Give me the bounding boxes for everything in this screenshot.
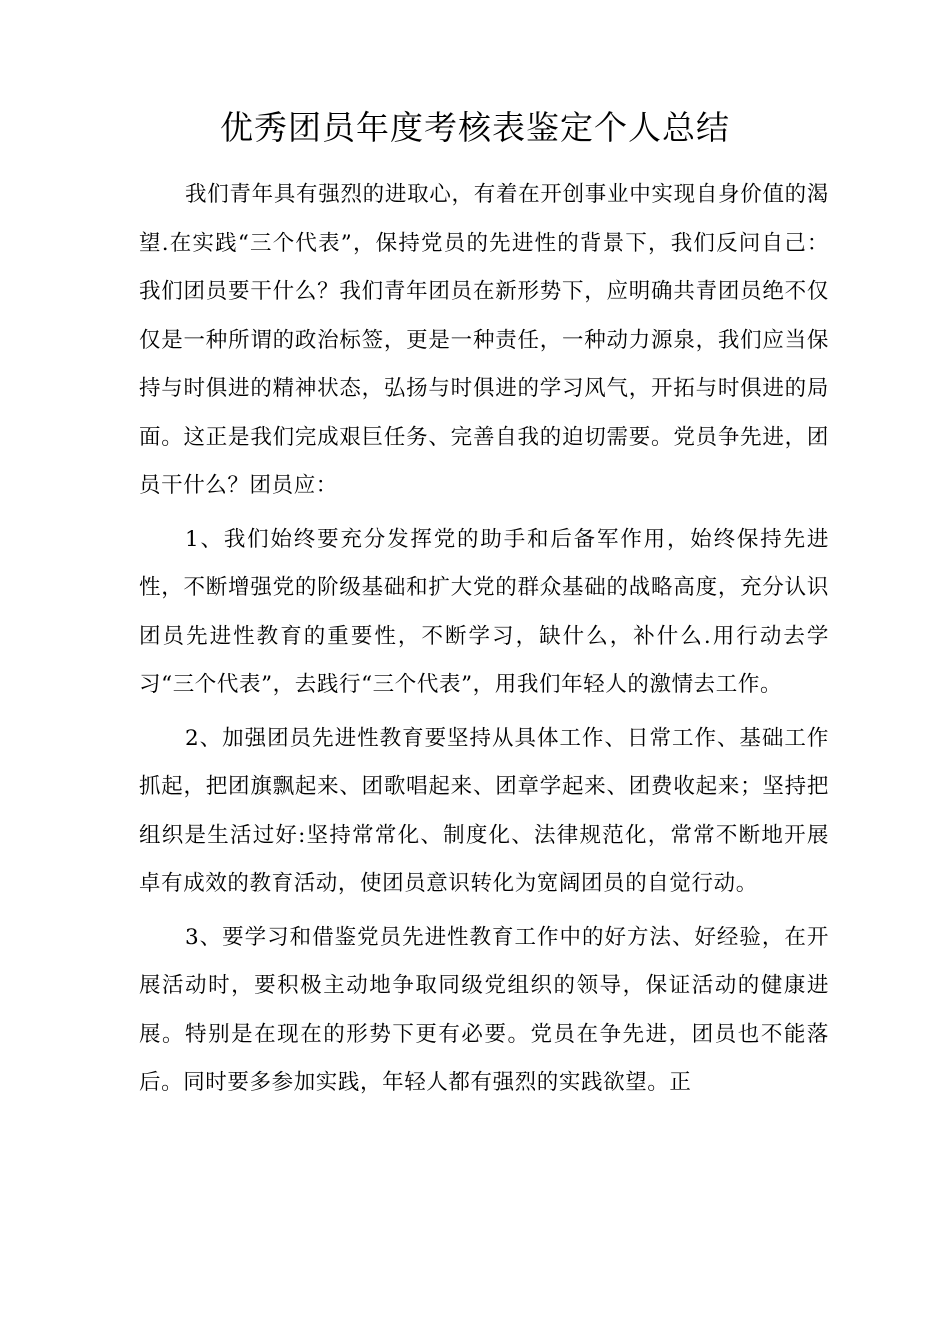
paragraph-point-2: 2、加强团员先进性教育要坚持从具体工作、日常工作、基础工作抓起，把团旗飘起来、团歌唱起来、团章学起来、团费收起来；坚持把组织是生活过好:坚持常常化、制度化、法律规范化，常常不断地开展卓有成效的教育活动，使团员意识转化为宽阔团员的自觉行动。 [139,725,829,896]
paragraph-intro: 我们青年具有强烈的进取心，有着在开创事业中实现自身价值的渴望.在实践“三个代表”，保持党员的先进性的背景下，我们反问自己：我们团员要干什么？我们青年团员在新形势下，应明确共青团员绝不仅仅是一种所谓的政治标签，更是一种责任，一种动力源泉，我们应当保持与时俱进的精神状态，弘扬与时俱进的学习风气，开拓与时俱进的局面。这正是我们完成艰巨任务、完善自我的迫切需要。党员争先进，团员干什么？团员应： [139,182,829,498]
paragraph-point-3: 3、要学习和借鉴党员先进性教育工作中的好方法、好经验，在开展活动时，要积极主动地争取同级党组织的领导，保证活动的健康进展。特别是在现在的形势下更有必要。党员在争先进，团员也不能落后。同时要多参加实践，年轻人都有强烈的实践欲望。正 [139,924,829,1095]
paragraph-point-1: 1、我们始终要充分发挥党的助手和后备军作用，始终保持先进性，不断增强党的阶级基础和扩大党的群众基础的战略高度，充分认识团员先进性教育的重要性，不断学习，缺什么，补什么.用行动去学习“三个代表”，去践行“三个代表”，用我们年轻人的激情去工作。 [139,526,829,697]
document-title: 优秀团员年度考核表鉴定个人总结 [220,108,730,147]
document-body [139,171,829,1108]
